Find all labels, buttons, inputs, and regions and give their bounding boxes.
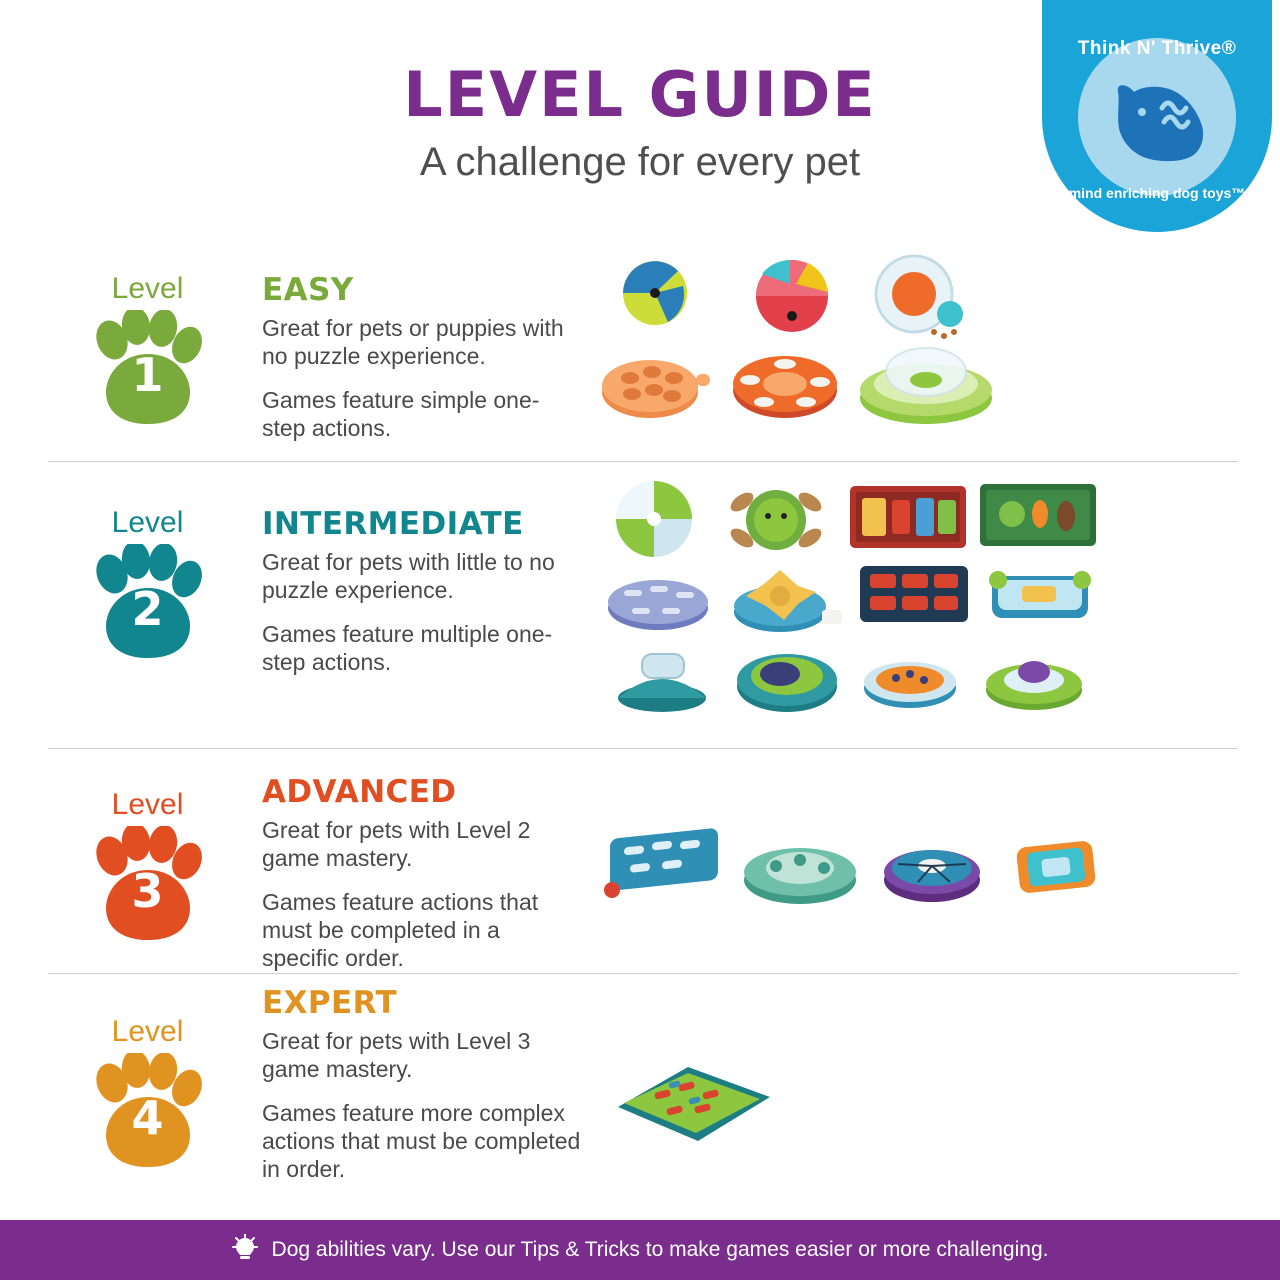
dog-head-icon [1106,78,1210,164]
level-title-1: EASY [262,272,354,308]
level-row-2 [0,470,1280,750]
level-text-4 [262,985,582,1199]
toy-tumbler-teal [612,640,712,714]
level-text-2 [262,506,582,692]
toy-lift-disc-green [740,826,860,908]
toy-square-maze-orange [1004,830,1108,904]
level-desc-3b: Games feature actions that must be completed in a specific order. [262,889,539,972]
level-row-3 [0,752,1280,976]
footer-text: Dog abilities vary. Use our Tips & Tricks to make games easier or more challenging. [271,1238,1049,1261]
toy-garden-mat [978,478,1098,554]
toy-slider-board-teal [600,828,728,906]
page-title: LEVEL GUIDE [403,58,877,131]
level-row-1 [0,248,1280,463]
toy-gallery-2 [600,476,1260,736]
level-marker-1 [60,272,235,428]
level-number-1: 1 [131,348,164,402]
lightbulb-icon [232,1234,258,1267]
level-text-3 [262,774,582,988]
level-number-3: 3 [131,864,164,918]
level-word-4: Level [111,1015,184,1048]
toy-gallery-4 [600,1045,1260,1165]
badge-brand-name: Think N' Thrive® [1077,38,1237,59]
level-desc-2b: Games feature multiple one-step actions. [262,621,553,676]
level-desc-2a: Great for pets with little to no puzzle experience. [262,549,555,604]
level-number-4: 4 [131,1091,164,1145]
row-divider-1 [48,461,1238,462]
toy-mega-maze-board [600,1045,780,1155]
toy-quad-bowl [608,478,700,560]
toy-clear-dome-treat [870,252,970,342]
level-word-1: Level [111,272,184,305]
level-word-3: Level [111,788,184,821]
toy-brick-puzzle-red [858,560,970,630]
toy-wheel-puzzle-purple [878,824,986,908]
toy-disc-maze-green [732,636,842,714]
level-desc-1b: Games feature simple one-step actions. [262,387,540,442]
toy-ball-red-pink [750,254,834,338]
level-marker-4 [60,1015,235,1171]
level-marker-3 [60,788,235,944]
brand-badge [1042,0,1272,232]
toy-dome-spinner-purple [980,638,1088,712]
row-divider-3 [48,973,1238,974]
toy-flower-puzzle-red [728,344,843,424]
level-marker-2 [60,506,235,662]
badge-tagline: mind enriching dog toys™ [1068,185,1246,201]
paw-icon-4 [88,1053,208,1171]
toy-spinner-disc-green [856,336,996,428]
toy-gallery-3 [600,822,1260,932]
footer-tip-bar [0,1220,1280,1280]
level-desc-4a: Great for pets with Level 3 game mastery. [262,1028,531,1083]
toy-carousel-orange [858,644,962,712]
level-title-3: ADVANCED [262,774,457,810]
level-desc-3a: Great for pets with Level 2 game mastery. [262,817,531,872]
level-number-2: 2 [131,582,164,636]
level-desc-4b: Games feature more complex actions that must be completed in order. [262,1100,581,1183]
paw-icon-2 [88,544,208,662]
toy-tray-puzzle-teal [984,558,1096,630]
toy-gallery-1 [600,248,1260,448]
level-text-1 [262,272,582,458]
toy-peg-board-orange [600,344,710,424]
level-desc-1a: Great for pets or puppies with no puzzle experience. [262,315,564,370]
level-title-2: INTERMEDIATE [262,506,524,542]
level-row-4 [0,975,1280,1220]
row-divider-2 [48,748,1238,749]
paw-icon-3 [88,826,208,944]
paw-icon-1 [88,310,208,428]
toy-wobble-star-yellow [728,558,846,636]
toy-snuffle-mat-food [848,480,968,556]
page-subtitle: A challenge for every pet [419,140,861,184]
toy-bone-slider-purple [606,562,711,634]
toy-ball-blue-yellow [618,256,692,330]
level-title-4: EXPERT [262,985,397,1021]
toy-plush-ball-green [726,476,826,562]
level-word-2: Level [111,506,184,539]
